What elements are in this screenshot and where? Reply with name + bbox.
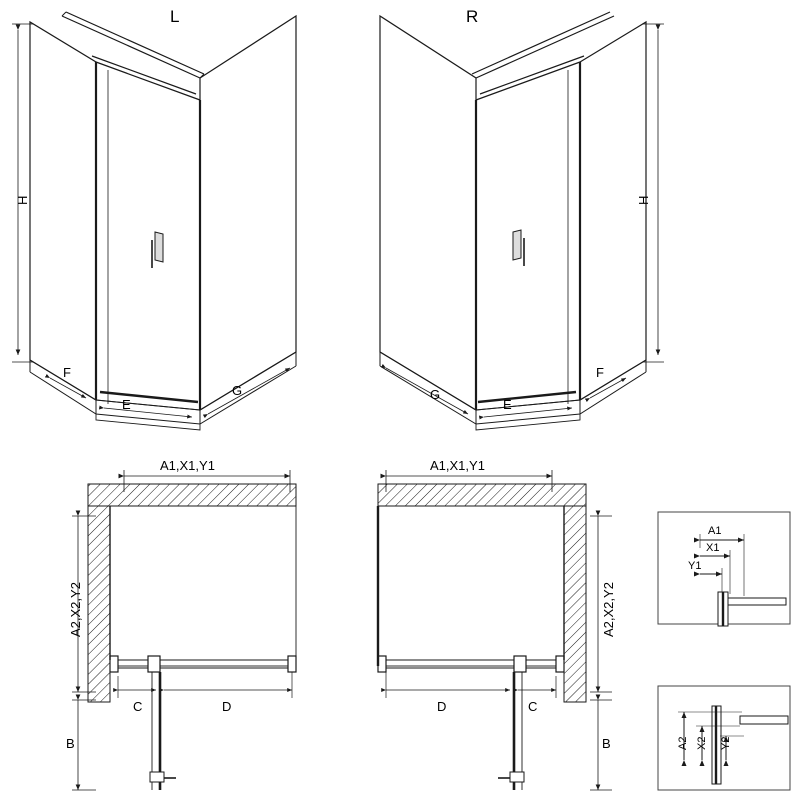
plan-left-side-dim-label: A2,X2,Y2	[68, 582, 83, 637]
detail-top-dim-x1-label: X1	[706, 542, 720, 554]
iso-right-panel-label: G	[430, 387, 441, 402]
plan-left-top-dim-label: A1,X1,Y1	[160, 458, 215, 473]
plan-left-seg2-label: D	[222, 699, 232, 714]
iso-view-right	[380, 12, 646, 430]
plan-right-swing-dim-label: B	[602, 736, 611, 751]
plan-view-right	[378, 484, 586, 790]
plan-right-side-dim-label: A2,X2,Y2	[601, 582, 616, 637]
plan-left-seg1-label: C	[133, 699, 143, 714]
iso-left-height-label: H	[15, 195, 30, 205]
detail-top-dim-a1-label: A1	[708, 525, 722, 537]
plan-view-left	[88, 484, 296, 790]
detail-bottom-dim-a2-label: A2	[677, 736, 689, 750]
iso-right-door-label: E	[503, 397, 512, 412]
iso-left-depth-label: F	[63, 365, 71, 380]
plan-right-top-dim-label: A1,X1,Y1	[430, 458, 485, 473]
iso-left-panel-label: G	[232, 383, 243, 398]
iso-right-depth-label: F	[596, 365, 604, 380]
iso-left-title: L	[170, 7, 180, 26]
plan-right-seg2-label: C	[528, 699, 538, 714]
detail-top	[658, 512, 790, 626]
iso-left-door-label: E	[122, 397, 131, 412]
iso-right-dimensions	[386, 24, 664, 417]
detail-bottom-dim-y2-label: Y2	[720, 736, 732, 750]
iso-right-title: R	[466, 7, 479, 26]
iso-left-dimensions	[12, 24, 290, 417]
detail-bottom-dim-x2-label: X2	[696, 736, 708, 750]
plan-left-swing-dim-label: B	[66, 736, 75, 751]
detail-top-dim-y1-label: Y1	[688, 560, 702, 572]
plan-right-seg1-label: D	[437, 699, 447, 714]
iso-right-height-label: H	[636, 195, 651, 205]
